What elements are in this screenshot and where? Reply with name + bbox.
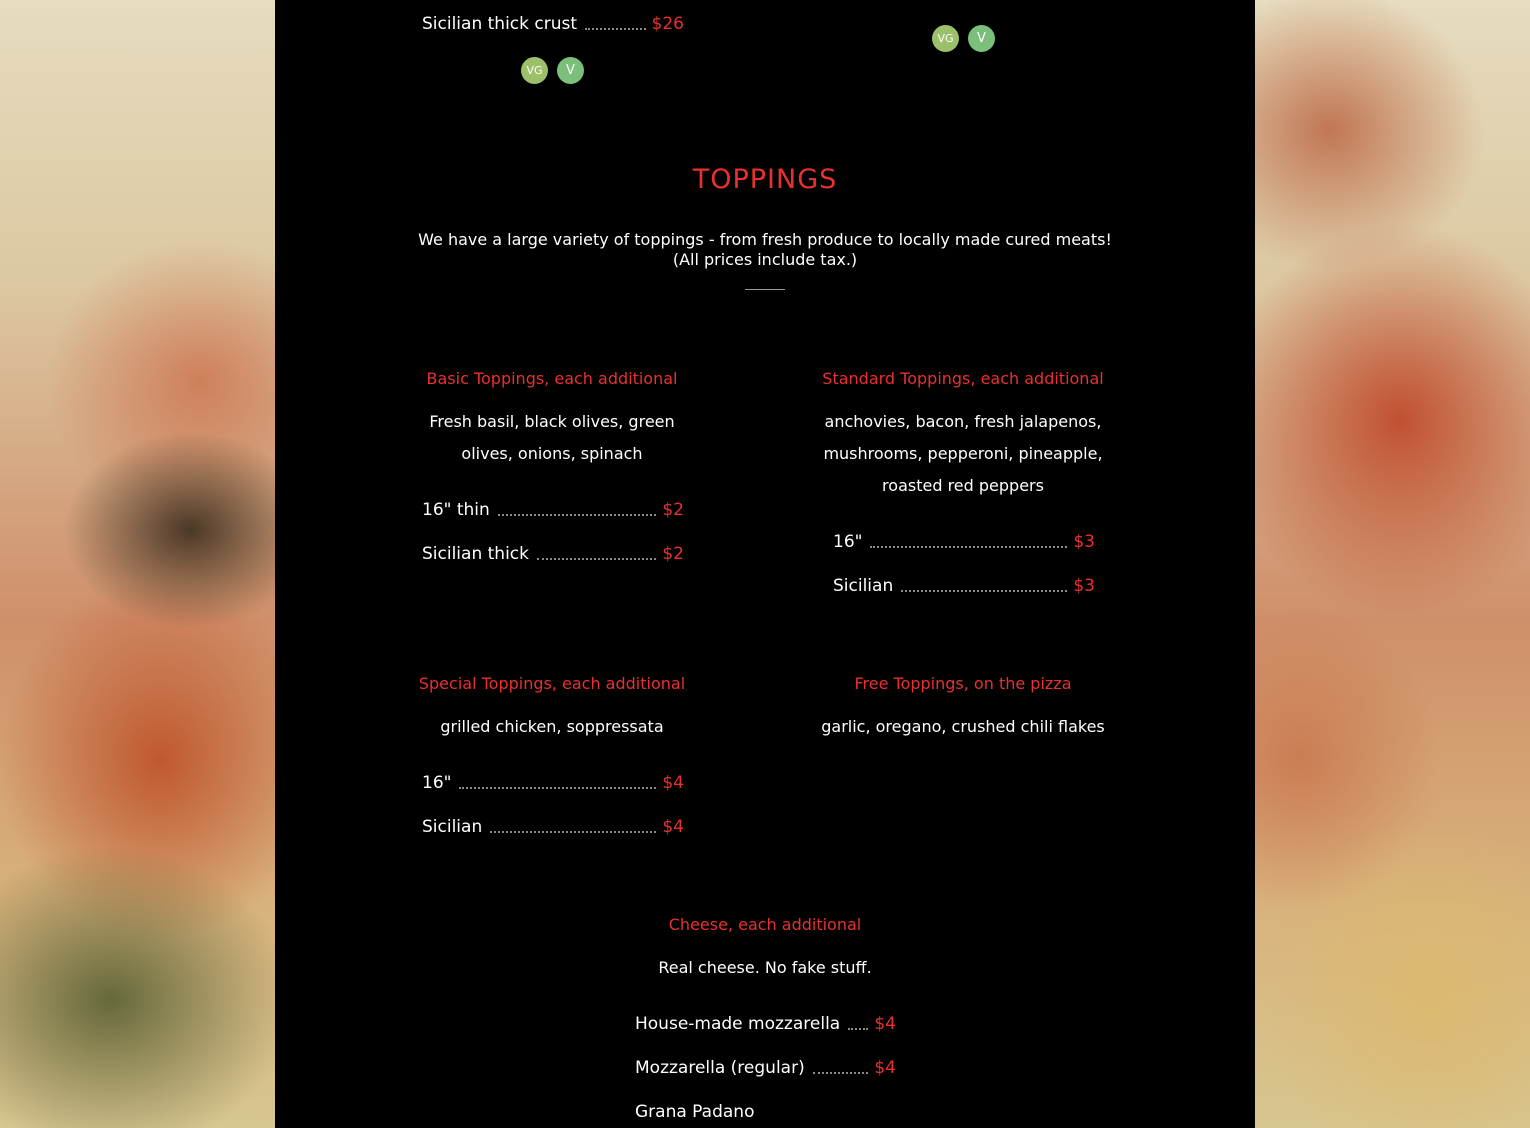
dotted-leader bbox=[537, 558, 656, 560]
row-price: $4 bbox=[874, 1058, 896, 1078]
menu-row-special-16 bbox=[422, 773, 684, 793]
row-label: Sicilian bbox=[833, 576, 894, 596]
menu-row-standard-sicilian bbox=[833, 576, 1095, 596]
cheese-items: Real cheese. No fake stuff. bbox=[658, 958, 872, 977]
row-label: House-made mozzarella bbox=[635, 1014, 841, 1034]
section-divider bbox=[745, 289, 785, 290]
dotted-leader bbox=[870, 546, 1067, 548]
section-title-toppings: TOPPINGS bbox=[692, 164, 838, 195]
special-toppings-heading: Special Toppings, each additional bbox=[418, 674, 686, 693]
dotted-leader bbox=[459, 787, 656, 789]
dotted-leader bbox=[848, 1028, 868, 1030]
menu-row-special-sicilian bbox=[422, 817, 684, 837]
dotted-leader bbox=[498, 514, 657, 516]
menu-row-grana-padano bbox=[635, 1102, 896, 1122]
menu-row-basic-16-thin bbox=[422, 500, 684, 520]
basic-toppings-heading: Basic Toppings, each additional bbox=[426, 369, 678, 388]
row-price: $4 bbox=[662, 817, 684, 837]
dotted-leader bbox=[813, 1072, 869, 1074]
vegetarian-badge-icon: V bbox=[968, 25, 995, 52]
menu-row-sicilian-thick-crust bbox=[422, 14, 684, 34]
row-price: $4 bbox=[662, 773, 684, 793]
row-price: $2 bbox=[662, 500, 684, 520]
dotted-leader bbox=[585, 28, 646, 30]
dotted-leader bbox=[901, 590, 1067, 592]
free-toppings-items: garlic, oregano, crushed chili flakes bbox=[821, 717, 1105, 736]
special-toppings-items: grilled chicken, soppressata bbox=[440, 717, 664, 736]
dotted-leader bbox=[490, 831, 656, 833]
row-price: $2 bbox=[662, 544, 684, 564]
basic-toppings-items: Fresh basil, black olives, green olives, onions, spinach bbox=[429, 412, 675, 463]
free-toppings-heading: Free Toppings, on the pizza bbox=[854, 674, 1072, 693]
row-price: $3 bbox=[1073, 532, 1095, 552]
standard-toppings-heading: Standard Toppings, each additional bbox=[822, 369, 1104, 388]
standard-toppings-items: anchovies, bacon, fresh jalapenos, mushrooms, pepperoni, pineapple, roasted red peppers bbox=[823, 412, 1103, 495]
row-price: $26 bbox=[651, 14, 684, 34]
row-label: Sicilian bbox=[422, 817, 483, 837]
toppings-intro: We have a large variety of toppings - from fresh produce to locally made cured meats! (All prices include tax.) bbox=[418, 230, 1112, 269]
row-label: 16" thin bbox=[422, 500, 490, 520]
cheese-heading: Cheese, each additional bbox=[668, 915, 862, 934]
row-label: 16" bbox=[422, 773, 452, 793]
row-label: Mozzarella (regular) bbox=[635, 1058, 805, 1078]
vegan-badge-icon: VG bbox=[932, 25, 959, 52]
vegan-badge-icon: VG bbox=[521, 57, 548, 84]
row-label: Grana Padano bbox=[635, 1102, 755, 1122]
row-label: Sicilian thick crust bbox=[422, 14, 578, 34]
menu-row-standard-16 bbox=[833, 532, 1095, 552]
menu-row-mozzarella-regular bbox=[635, 1058, 896, 1078]
row-price: $3 bbox=[1073, 576, 1095, 596]
vegetarian-badge-icon: V bbox=[557, 57, 584, 84]
menu-row-house-made-mozzarella bbox=[635, 1014, 896, 1034]
row-label: Sicilian thick bbox=[422, 544, 529, 564]
row-price: $4 bbox=[874, 1014, 896, 1034]
row-label: 16" bbox=[833, 532, 863, 552]
menu-row-basic-sicilian-thick bbox=[422, 544, 684, 564]
